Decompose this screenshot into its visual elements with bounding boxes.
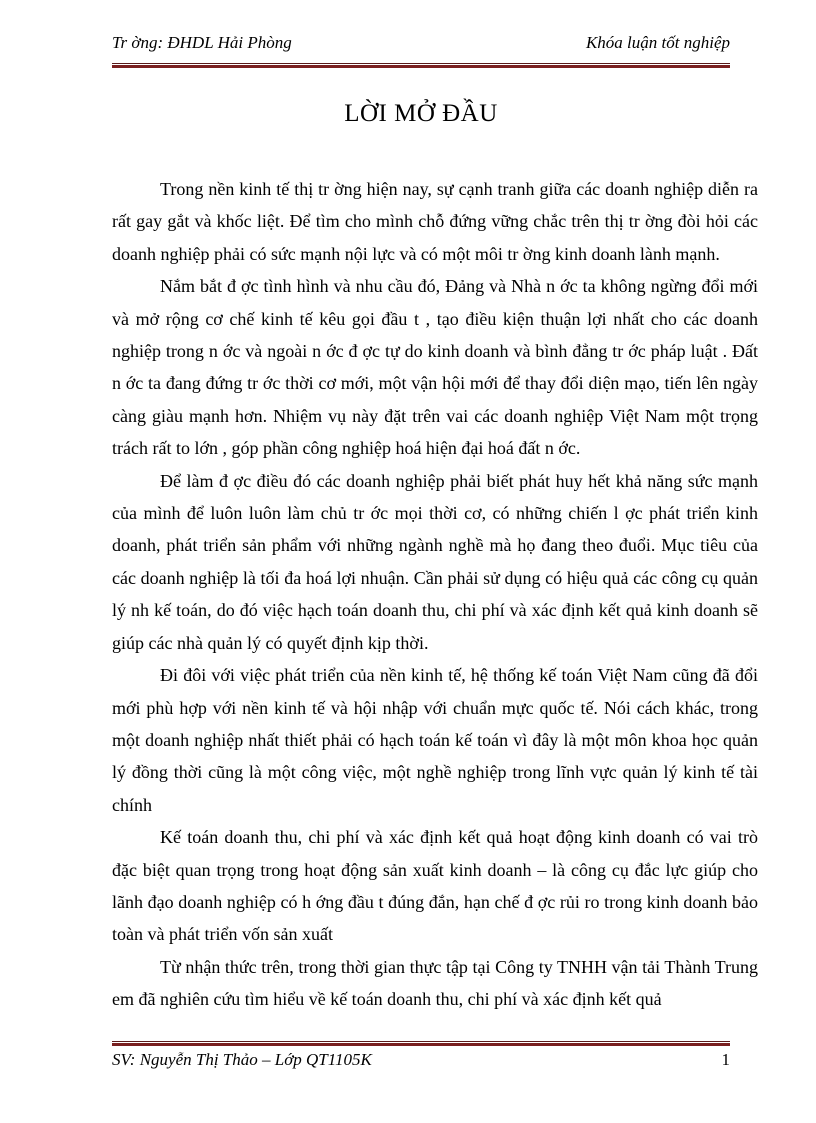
paragraph-4: Đi đôi với việc phát triển của nền kinh tế, hệ thống kế toán Việt Nam cũng đã đổi mới phù hợp với nền kinh tế và hội nhập với chuẩn mực quốc tế. Nói cách khác, trong một doanh nghiệp nhất thiết phải có hạch toán kế toán vì đây là một môn khoa học quản lý đồng thời cũng là một công việc, một nghề nghiệp trong lĩnh vực quản lý kinh tế tài chính [112, 665, 758, 815]
page-footer [112, 1050, 730, 1072]
page-number: 1 [721, 1050, 730, 1069]
paragraph-2: Nắm bắt đ ợc tình hình và nhu cầu đó, Đảng và Nhà n ớc ta không ngừng đổi mới và mở rộng cơ chế kinh tế kêu gọi đầu t , tạo điều kiện thuận lợi nhất cho các doanh nghiệp trong n ớc và ngoài n ớc đ ợc tự do kinh doanh và bình đẳng tr ớc pháp luật . Đất n ớc ta đang đứng tr ớc thời cơ mới, một vận hội mới để thay đổi diện mạo, tiến lên ngày càng giàu mạnh hơn. Nhiệm vụ này đặt trên vai các doanh nghiệp Việt Nam một trọng trách rất to lớn , góp phần công nghiệp hoá hiện đại hoá đất n ớc. [112, 276, 758, 459]
header-school: Tr ờng: ĐHDL Hải Phòng [112, 33, 292, 52]
header-divider [112, 63, 730, 68]
paragraph-1: Trong nền kinh tế thị tr ờng hiện nay, sự cạnh tranh giữa các doanh nghiệp diễn ra rất gay gắt và khốc liệt. Để tìm cho mình chỗ đứng vững chắc trên thị tr ờng đòi hỏi các doanh nghiệp phải có sức mạnh nội lực và có một môi tr ờng kinh doanh lành mạnh. [112, 179, 758, 264]
body-text [112, 173, 758, 1016]
paragraph-5: Kế toán doanh thu, chi phí và xác định kết quả hoạt động kinh doanh có vai trò đặc biệt quan trọng trong hoạt động sản xuất kinh doanh – là công cụ đắc lực giúp cho lãnh đạo doanh nghiệp có h ớng đầu t đúng đắn, hạn chế đ ợc rủi ro trong kinh doanh bảo toàn và phát triển vốn sản xuất [112, 827, 758, 945]
footer-divider [112, 1041, 730, 1046]
footer-student: SV: Nguyễn Thị Thảo – Lớp QT1105K [112, 1050, 372, 1069]
paragraph-3: Để làm đ ợc điều đó các doanh nghiệp phải biết phát huy hết khả năng sức mạnh của mình để luôn luôn làm chủ tr ớc mọi thời cơ, có những chiến l ợc phát triển kinh doanh, phát triển sản phẩm với những ngành nghề mà họ đang theo đuổi. Mục tiêu của các doanh nghiệp là tối đa hoá lợi nhuận. Cần phải sử dụng có hiệu quả các công cụ quản lý nh kế toán, do đó việc hạch toán doanh thu, chi phí và xác định kết quả kinh doanh sẽ giúp các nhà quản lý có quyết định kịp thời. [112, 470, 758, 653]
page-title: LỜI MỞ ĐẦU [344, 100, 498, 127]
paragraph-6: Từ nhận thức trên, trong thời gian thực tập tại Công ty TNHH vận tải Thành Trung em đã nghiên cứu tìm hiểu về kế toán doanh thu, chi phí và xác định kết quả [112, 956, 758, 1010]
header-doc-type: Khóa luận tốt nghiệp [585, 33, 730, 52]
page-header [112, 33, 730, 55]
